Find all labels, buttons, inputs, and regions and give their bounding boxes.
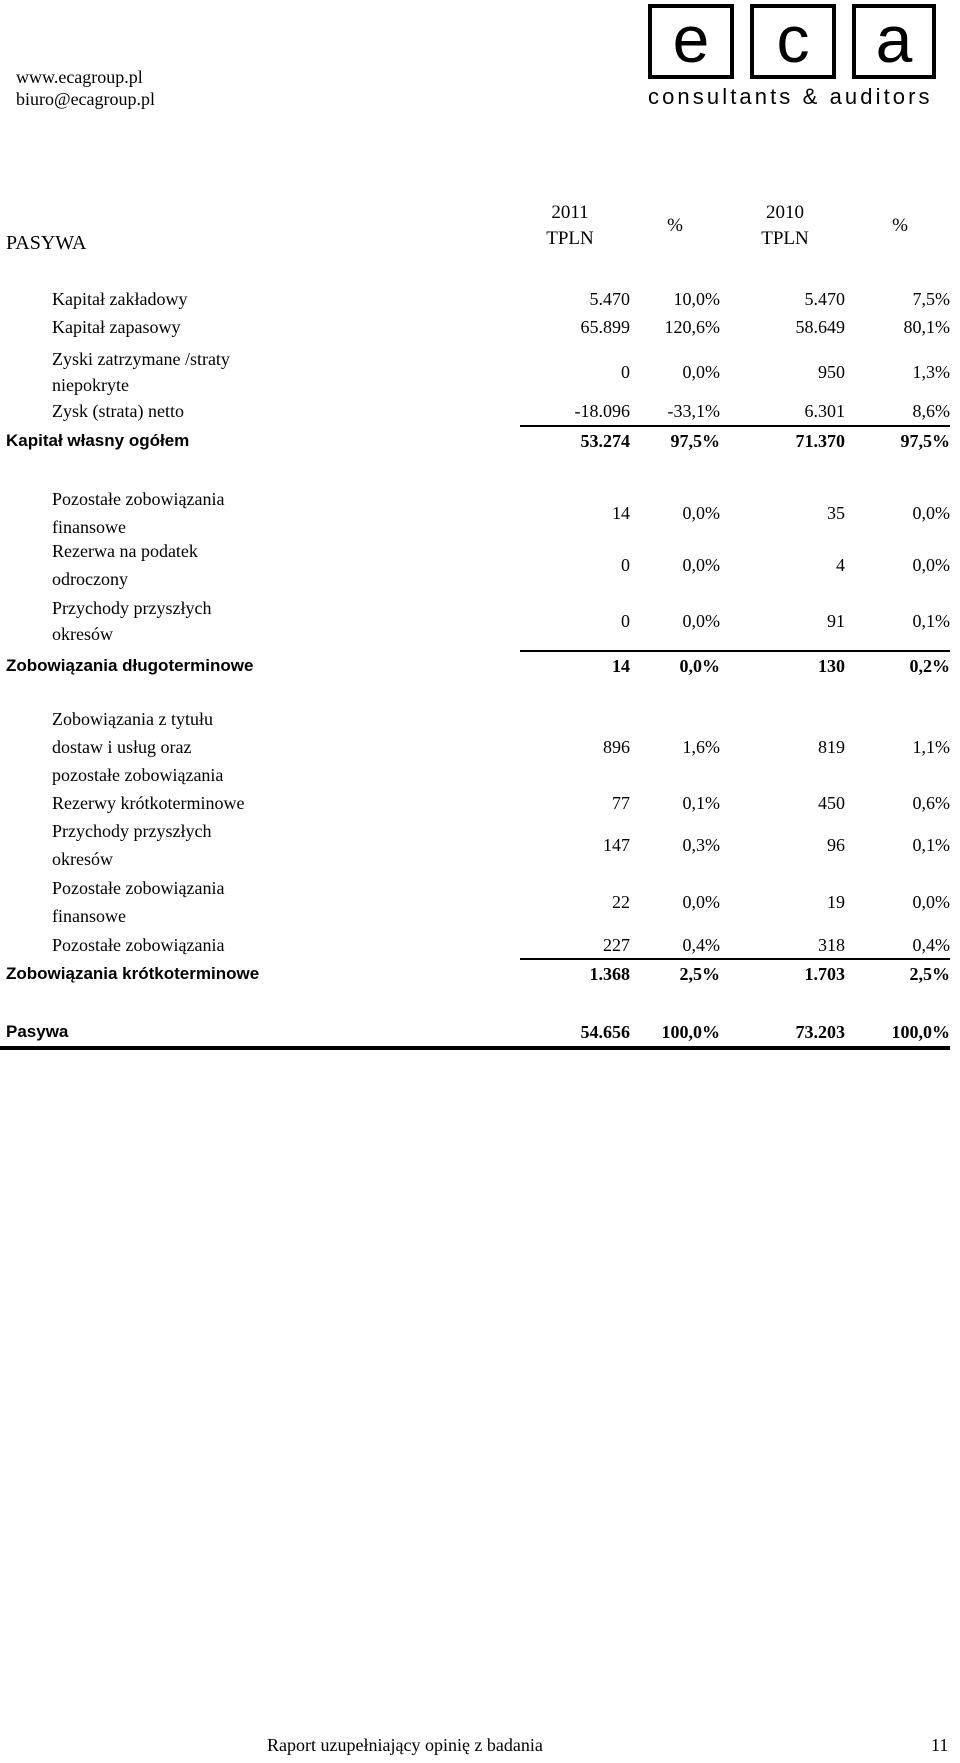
row-label: Zysk (strata) netto [52,401,184,421]
value-2011: 0 [621,362,630,382]
value-2010: 450 [818,793,845,813]
row-label-line1: Rezerwa na podatek [52,541,198,561]
header-pct-2010: % [892,215,908,236]
pct-2010: 1,3% [912,362,950,382]
website-text: www.ecagroup.pl [16,67,143,87]
section-title: PASYWA [6,232,87,254]
row-label: Kapitał zakładowy [52,289,188,309]
pct-2011: 10,0% [673,289,720,309]
header-year-2010 [735,200,835,252]
subtotal-divider [520,425,950,427]
value-2011: 14 [612,503,630,523]
pct-2011: 0,0% [682,611,720,631]
value-2011: 22 [612,892,630,912]
logo-letter-a: a [875,1,913,76]
logo-box-e [648,1,734,79]
pct-2011: 1,6% [682,737,720,757]
value-2011: 147 [603,835,630,855]
value-2010: 19 [827,892,845,912]
row-label-line2: okresów [52,624,113,644]
row-label-line2: dostaw i usług oraz [52,737,192,757]
row-label-line2: niepokryte [52,375,129,395]
pct-2011: 97,5% [670,431,720,451]
pct-2011: 100,0% [661,1022,720,1042]
pct-2010: 0,2% [909,656,950,676]
row-label-line1: Przychody przyszłych [52,821,212,841]
row-label-line3: pozostałe zobowiązania [52,765,224,785]
row-label-line1: Pozostałe zobowiązania [52,489,225,509]
logo-letter-e: e [672,1,710,76]
pct-2010: 80,1% [903,317,950,337]
pct-2010: 100,0% [891,1022,950,1042]
value-2011: 65.899 [580,317,630,337]
value-2011: 1.368 [589,964,630,984]
row-label: Kapitał własny ogółem [6,431,190,450]
pct-2010: 97,5% [900,431,950,451]
value-2011: 896 [603,737,630,757]
pct-2010: 0,0% [912,503,950,523]
pct-2011: 0,0% [682,555,720,575]
header-2011-year: 2011 [551,202,589,223]
pct-2010: 7,5% [912,289,950,309]
pct-2011: 0,1% [682,793,720,813]
value-2010: 1.703 [804,964,845,984]
header-2010-unit: TPLN [761,228,809,249]
pct-2010: 0,0% [912,555,950,575]
value-2011: -18.096 [574,401,630,421]
pct-2010: 0,0% [912,892,950,912]
value-2010: 4 [836,555,845,575]
value-2010: 35 [827,503,845,523]
row-label-line2: okresów [52,849,113,869]
row-label-line2: finansowe [52,906,126,926]
value-2010: 58.649 [795,317,845,337]
value-2011: 0 [621,555,630,575]
grand-total-divider [0,1046,950,1050]
logo-tagline: consultants & auditors [648,84,933,109]
pct-2011: 2,5% [679,964,720,984]
row-label-line1: Przychody przyszłych [52,598,212,618]
row-label: Pozostałe zobowiązania [52,935,225,955]
logo-box-a [852,1,936,79]
value-2010: 130 [818,656,845,676]
header-2011-unit: TPLN [546,228,594,249]
value-2011: 54.656 [580,1022,630,1042]
logo-box-c [750,1,836,79]
pct-2010: 8,6% [912,401,950,421]
row-label-line1: Zobowiązania z tytułu [52,709,213,729]
value-2010: 91 [827,611,845,631]
pct-2011: 0,3% [682,835,720,855]
value-2010: 819 [818,737,845,757]
value-2010: 950 [818,362,845,382]
value-2011: 227 [603,935,630,955]
row-label: Rezerwy krótkoterminowe [52,793,245,813]
row-label: Zobowiązania krótkoterminowe [6,964,260,983]
header-year-2011 [520,200,620,252]
pct-2010: 0,1% [912,611,950,631]
pct-2010: 0,1% [912,835,950,855]
pct-2011: 120,6% [664,317,720,337]
pct-2011: 0,4% [682,935,720,955]
value-2011: 14 [612,656,630,676]
row-label-line2: odroczony [52,569,128,589]
value-2010: 6.301 [804,401,845,421]
value-2011: 0 [621,611,630,631]
footer-text: Raport uzupełniający opinię z badania [267,1735,543,1755]
page-number: 11 [931,1735,949,1755]
pct-2010: 0,6% [912,793,950,813]
pct-2010: 0,4% [912,935,950,955]
subtotal-divider [520,650,950,652]
value-2011: 5.470 [589,289,630,309]
row-label-line1: Pozostałe zobowiązania [52,878,225,898]
value-2010: 318 [818,935,845,955]
pct-2011: 0,0% [682,503,720,523]
value-2010: 96 [827,835,845,855]
pct-2011: 0,0% [682,892,720,912]
value-2010: 73.203 [795,1022,845,1042]
value-2011: 53.274 [580,431,630,451]
value-2010: 5.470 [804,289,845,309]
pct-2010: 2,5% [909,964,950,984]
row-label: Zobowiązania długoterminowe [6,656,254,675]
value-2011: 77 [612,793,630,813]
row-label: Pasywa [6,1022,69,1041]
subtotal-divider [520,958,950,960]
pct-2011: -33,1% [667,401,720,421]
pct-2011: 0,0% [682,362,720,382]
header-2010-year: 2010 [766,202,804,223]
pct-2011: 0,0% [679,656,720,676]
header-pct-2011: % [667,215,683,236]
value-2010: 71.370 [795,431,845,451]
email-text: biuro@ecagroup.pl [16,89,156,109]
logo-letter-c: c [776,1,810,76]
row-label-line2: finansowe [52,517,126,537]
row-label: Kapitał zapasowy [52,317,181,337]
row-label-line1: Zyski zatrzymane /straty [52,349,230,369]
pct-2010: 1,1% [912,737,950,757]
